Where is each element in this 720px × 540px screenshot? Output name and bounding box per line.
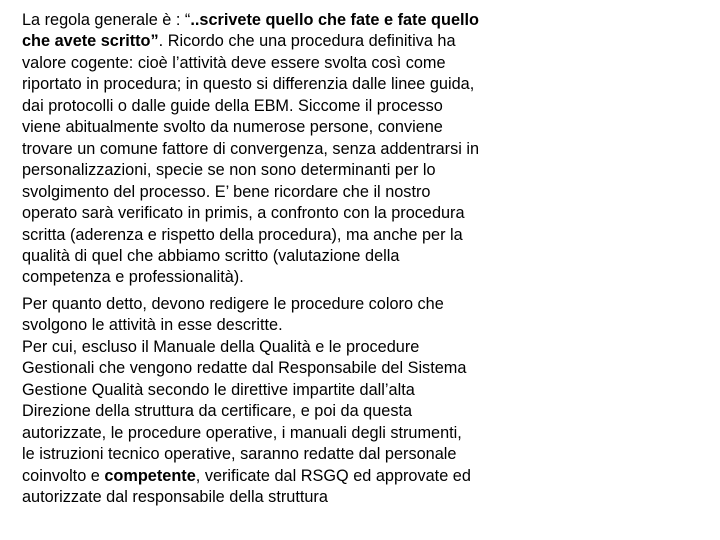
text-line [22,380,542,401]
text-run: svolgimento del processo. E’ bene ricordare che il nostro [22,182,431,201]
text-line [22,225,542,246]
text-line [22,315,542,336]
text-run: Gestionali che vengono redatte dal Responsabile del Sistema [22,359,467,378]
emphasized-text: ..scrivete quello che fate e fate quello [190,11,479,29]
text-run: La regola generale è : “ [22,11,191,29]
text-line [22,74,542,95]
text-line [22,444,542,465]
text-line [22,53,542,74]
text-line [22,96,542,117]
text-run: , verificate dal RSGQ ed approvate ed [195,466,471,485]
text-line [22,160,542,181]
text-run: . Ricordo che una procedura definitiva ha [158,32,456,51]
text-run: Per quanto detto, devono redigere le procedure coloro che [22,294,444,313]
text-line [22,267,542,288]
text-run: Gestione Qualità secondo le direttive impartite dall’alta [22,380,415,399]
text-line [22,487,542,508]
text-line [22,139,542,160]
text-run: autorizzate, le procedure operative, i manuali degli strumenti, [22,423,462,442]
text-run: Direzione della struttura da certificare, e poi da questa [22,402,413,421]
text-line [22,10,542,31]
paragraph-procedure-authors [22,294,542,509]
text-line [22,117,542,138]
text-line [22,203,542,224]
text-line [22,337,542,358]
emphasized-text: competente [104,466,196,485]
text-line [22,246,542,267]
text-run: le istruzioni tecnico operative, saranno redatte dal personale [22,445,457,464]
text-line [22,423,542,444]
text-run: svolgono le attività in esse descritte. [22,316,283,335]
text-run: competenza e professionalità). [22,268,244,287]
paragraph-general-rule [22,10,542,289]
text-run: coinvolto e [22,466,105,485]
text-line [22,31,542,52]
text-run: trovare un comune fattore di convergenza, senza addentrarsi in [22,139,480,158]
text-run: riportato in procedura; in questo si differenzia dalle linee guida, [22,75,475,94]
text-run: valore cogente: cioè l’attività deve essere svolta così come [22,53,446,72]
text-run: viene abitualmente svolto da numerose persone, conviene [22,118,443,137]
text-run: scritta (aderenza e rispetto della procedura), ma anche per la [22,225,463,244]
text-run: autorizzate dal responsabile della struttura [22,487,328,506]
text-run: dai protocolli o dalle guide della EBM. Siccome il processo [22,96,443,115]
text-run: personalizzazioni, specie se non sono determinanti per lo [22,161,436,180]
text-line [22,294,542,315]
document-text-block [22,10,542,508]
text-line [22,358,542,379]
text-run: Per cui, escluso il Manuale della Qualità e le procedure [22,337,420,356]
text-line [22,466,542,487]
text-line [22,401,542,422]
text-line [22,182,542,203]
emphasized-text: che avete scritto” [22,32,159,51]
text-run: qualità di quel che abbiamo scritto (valutazione della [22,246,400,265]
text-run: operato sarà verificato in primis, a confronto con la procedura [22,204,465,223]
